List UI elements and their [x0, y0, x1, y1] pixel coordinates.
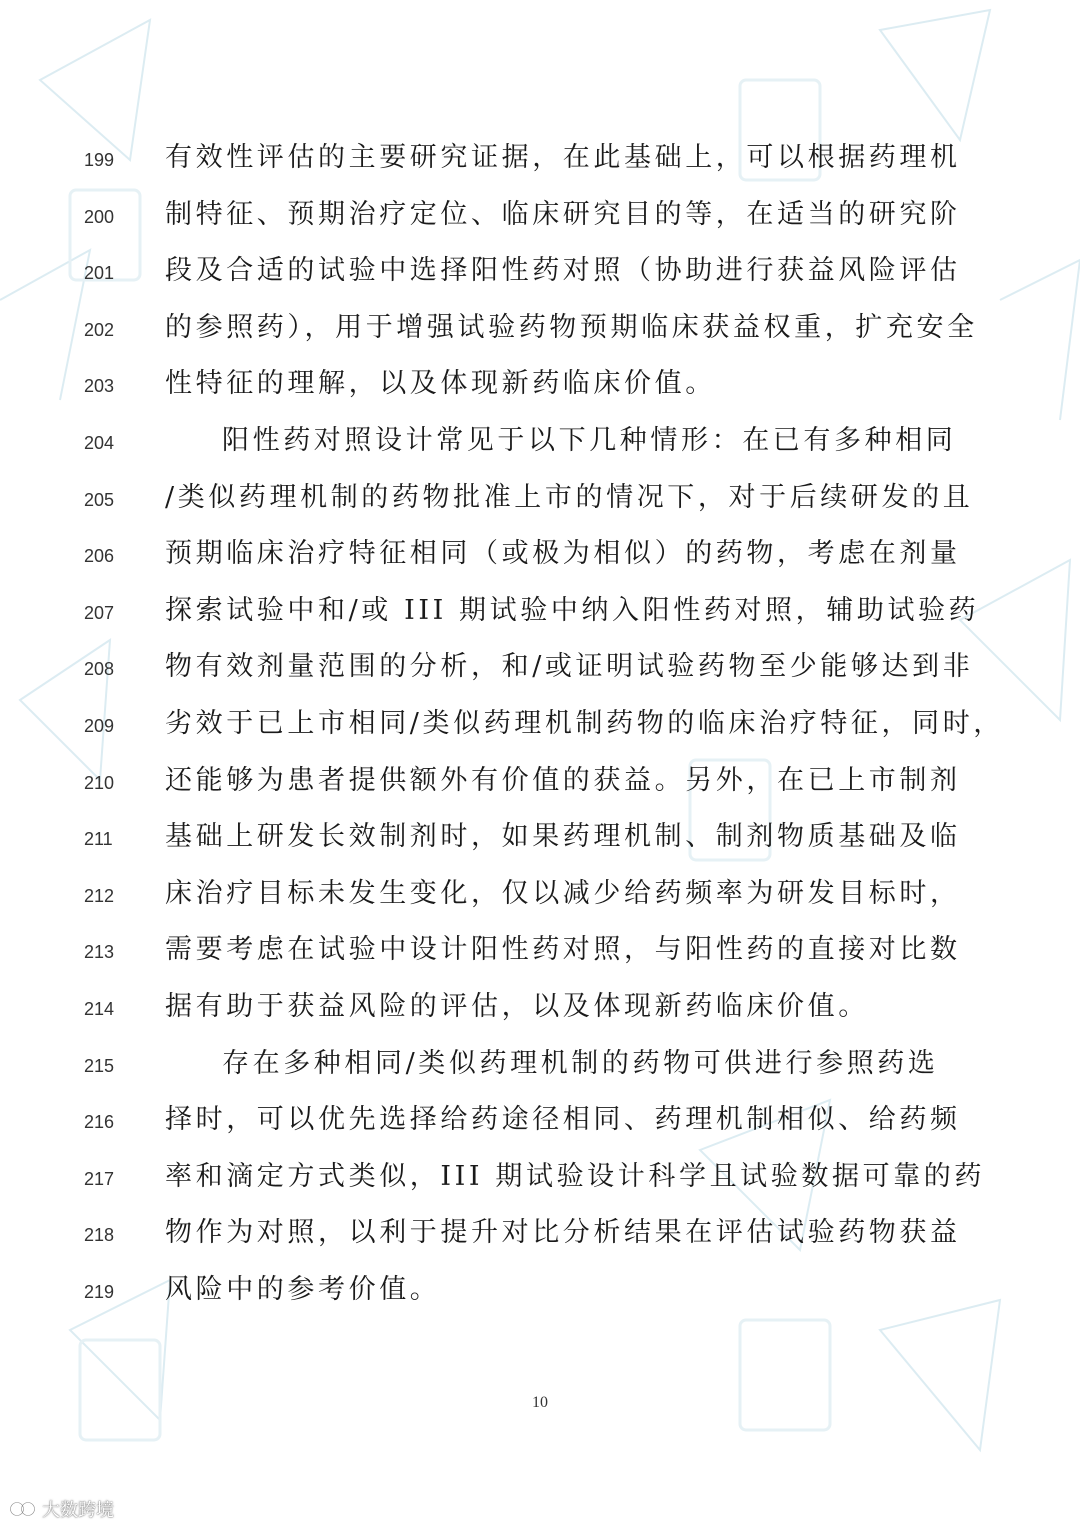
text-line [0, 300, 1080, 357]
line-text: 基础上研发长效制剂时，如果药理机制、制剂物质基础及临 [165, 821, 961, 853]
line-text: 存在多种相同/类似药理机制的药物可供进行参照药选 [222, 1047, 939, 1079]
line-text: 物有效剂量范围的分析，和/或证明试验药物至少能够达到非 [165, 651, 974, 683]
line-text: 性特征的理解，以及体现新药临床价值。 [165, 368, 716, 400]
text-line [0, 1092, 1080, 1149]
line-number: 218 [84, 1225, 115, 1246]
text-line [0, 809, 1080, 866]
line-text: /类似药理机制的药物批准上市的情况下，对于后续研发的且 [165, 481, 974, 513]
text-line [0, 470, 1080, 527]
line-number: 206 [84, 546, 115, 567]
line-number: 213 [84, 942, 115, 963]
line-text: 有效性评估的主要研究证据，在此基础上，可以根据药理机 [165, 142, 961, 173]
text-line [0, 526, 1080, 583]
line-text: 探索试验中和/或 III 期试验中纳入阳性药对照，辅助试验药 [165, 594, 980, 626]
text-line [0, 1262, 1080, 1319]
line-number: 203 [84, 376, 115, 397]
line-number: 215 [84, 1055, 115, 1076]
text-line [0, 243, 1080, 300]
line-number: 210 [84, 772, 115, 793]
line-text: 择时，可以优先选择给药途径相同、药理机制相似、给药频 [165, 1104, 961, 1136]
text-line [0, 187, 1080, 244]
line-number: 202 [84, 319, 115, 340]
line-number: 207 [84, 602, 115, 623]
line-text: 的参照药），用于增强试验药物预期临床获益权重，扩充安全 [165, 311, 978, 343]
line-text: 还能够为患者提供额外有价值的获益。另外，在已上市制剂 [165, 764, 961, 796]
text-line [0, 583, 1080, 640]
text-line [0, 979, 1080, 1036]
text-line [0, 639, 1080, 696]
line-text: 制特征、预期治疗定位、临床研究目的等，在适当的研究阶 [165, 198, 961, 230]
text-line [0, 356, 1080, 413]
line-number: 212 [84, 885, 115, 906]
line-text: 风险中的参考价值。 [165, 1273, 441, 1305]
page-number: 10 [532, 1394, 548, 1411]
line-text: 需要考虑在试验中设计阳性药对照，与阳性药的直接对比数 [165, 934, 961, 966]
line-text: 段及合适的试验中选择阳性药对照（协助进行获益风险评估 [165, 255, 961, 287]
brand-logo-icon [8, 1500, 38, 1518]
text-line [0, 413, 1080, 470]
line-text: 劣效于已上市相同/类似药理机制药物的临床治疗特征，同时， [165, 707, 1004, 739]
text-line [0, 922, 1080, 979]
line-number: 211 [84, 829, 113, 850]
line-text: 据有助于获益风险的评估，以及体现新药临床价值。 [165, 990, 869, 1022]
text-line [0, 1036, 1080, 1093]
line-number: 214 [84, 998, 115, 1019]
text-line [0, 1205, 1080, 1262]
line-number: 204 [84, 432, 115, 453]
line-text: 床治疗目标未发生变化，仅以减少给药频率为研发目标时， [165, 877, 961, 909]
text-line [0, 130, 1080, 187]
line-number: 205 [84, 489, 115, 510]
brand-label: 大数跨境 [42, 1500, 114, 1521]
line-text: 物作为对照，以利于提升对比分析结果在评估试验药物获益 [165, 1217, 961, 1249]
line-text: 预期临床治疗特征相同（或极为相似）的药物，考虑在剂量 [165, 538, 961, 570]
text-line [0, 1149, 1080, 1206]
text-line [0, 866, 1080, 923]
line-number: 216 [84, 1112, 115, 1133]
document-body [0, 130, 1080, 1318]
line-number: 209 [84, 715, 115, 736]
line-number: 199 [84, 150, 115, 170]
line-number: 219 [84, 1281, 115, 1302]
line-number: 200 [84, 206, 115, 227]
line-number: 208 [84, 659, 115, 680]
brand-watermark [8, 1496, 114, 1522]
line-number: 201 [84, 263, 115, 284]
line-number: 217 [84, 1168, 115, 1189]
text-line [0, 696, 1080, 753]
line-text: 率和滴定方式类似，III 期试验设计科学且试验数据可靠的药 [165, 1160, 985, 1192]
text-line [0, 753, 1080, 810]
line-text: 阳性药对照设计常见于以下几种情形：在已有多种相同 [222, 424, 957, 456]
